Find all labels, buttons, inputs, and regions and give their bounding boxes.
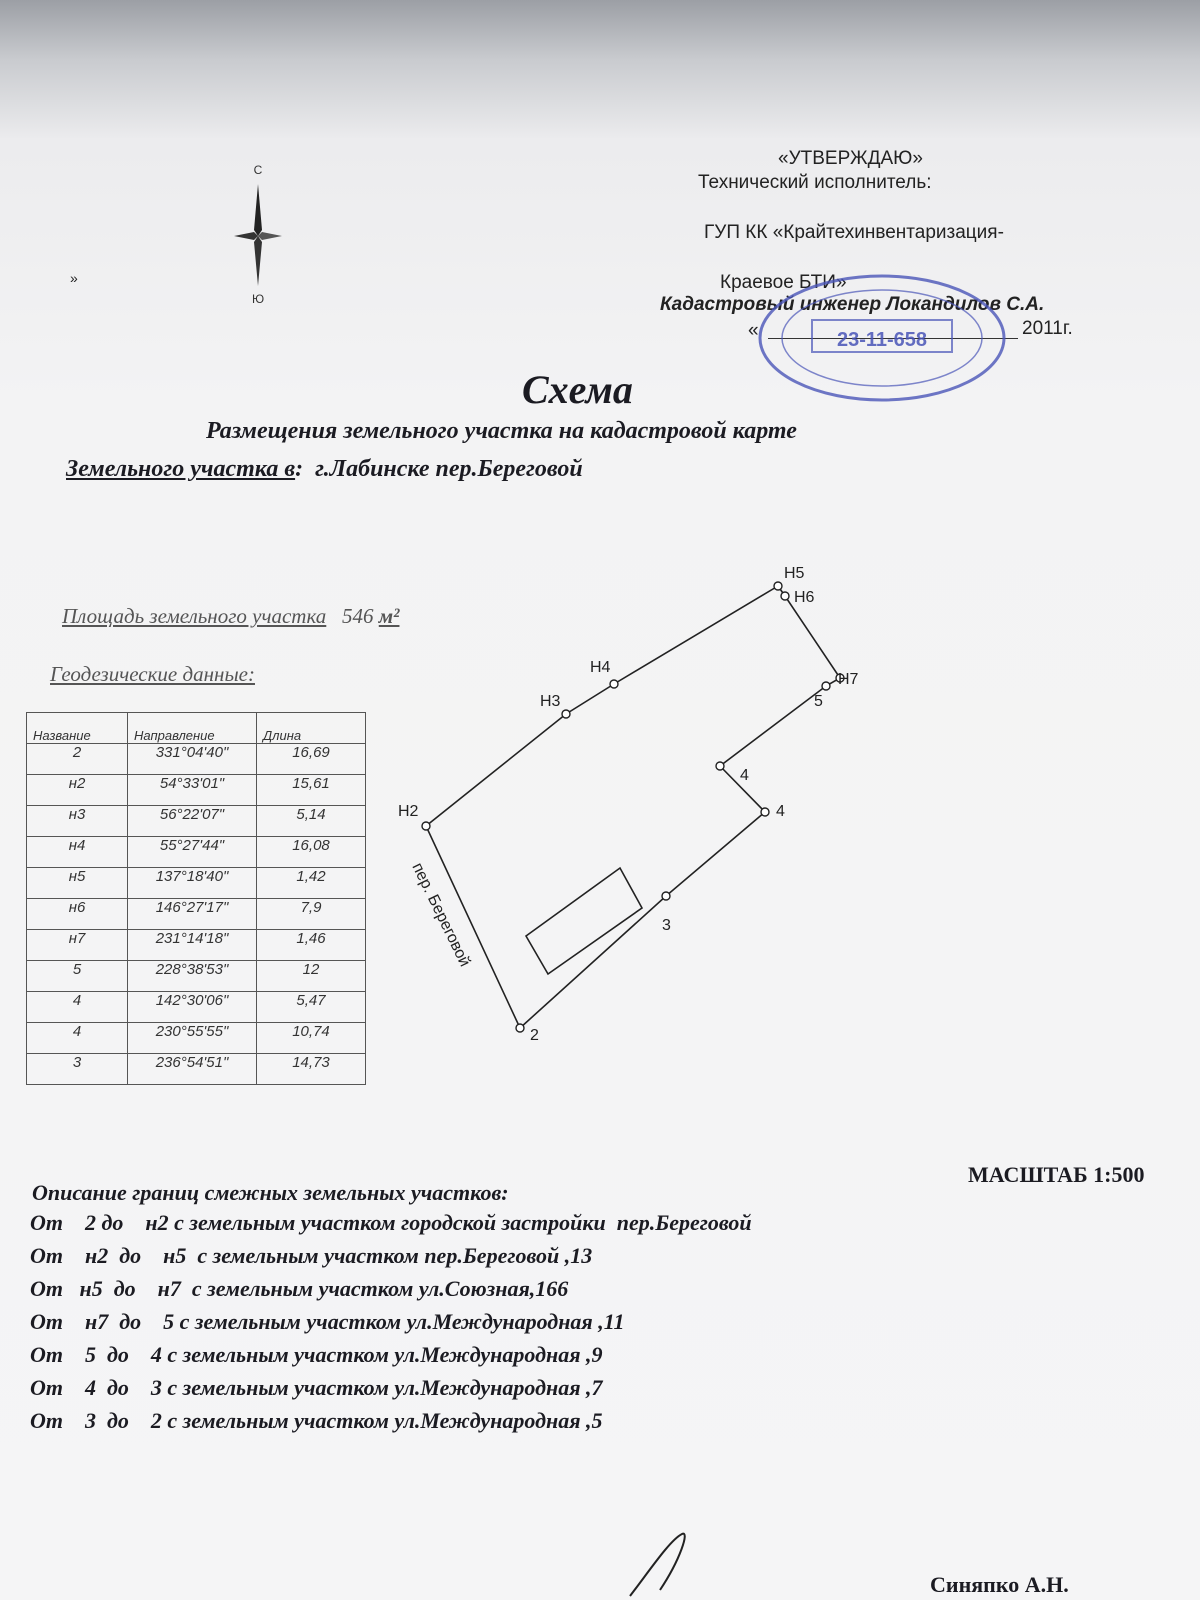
page-title: Схема: [522, 367, 633, 412]
left-quote: »: [70, 270, 78, 286]
geodata-row: [27, 775, 366, 806]
boundaries-list: [30, 1210, 752, 1441]
row-direction: 56°22'07": [128, 806, 257, 837]
geodata-row: [27, 930, 366, 961]
area-label: Площадь земельного участка: [62, 604, 327, 628]
row-name: 2: [27, 744, 128, 775]
plot-plan: [380, 560, 900, 1040]
boundary-line: От 3 до 2 с земельным участком ул.Международная ,5: [30, 1408, 603, 1433]
row-name: н7: [27, 930, 128, 961]
geodata-row: [27, 992, 366, 1023]
row-name: н2: [27, 775, 128, 806]
handwritten-signature: [620, 1530, 700, 1600]
row-length: 1,46: [257, 930, 366, 961]
row-direction: 236°54'51": [128, 1054, 257, 1085]
boundary-line: От н7 до 5 с земельным участком ул.Международная ,11: [30, 1309, 625, 1334]
approval-role: Технический исполнитель:: [698, 172, 932, 193]
approval-org-line1: ГУП КК «Крайтехинвентаризация-: [704, 222, 1004, 243]
row-length: 12: [257, 961, 366, 992]
row-name: 4: [27, 1023, 128, 1054]
boundary-line: От 4 до 3 с земельным участком ул.Международная ,7: [30, 1375, 603, 1400]
approval-engineer: Кадастровый инженер Локандилов С.А.: [660, 294, 1045, 315]
row-length: 5,47: [257, 992, 366, 1023]
geodata-row: [27, 899, 366, 930]
geodata-row: [27, 837, 366, 868]
point-h7: Н7: [838, 671, 859, 688]
signatory-name: Синяпко А.Н.: [930, 1572, 1069, 1597]
row-name: н3: [27, 806, 128, 837]
approval-year: 2011г.: [1022, 318, 1073, 339]
col-direction: Направление: [128, 713, 257, 744]
geodata-label: Геодезические данные:: [50, 662, 255, 686]
seal-stamp: [752, 268, 1012, 408]
geodata-table: [26, 712, 366, 1085]
row-length: 10,74: [257, 1023, 366, 1054]
approval-org-line2: Краевое БТИ»: [720, 272, 847, 293]
row-length: 14,73: [257, 1054, 366, 1085]
scale-label: МАСШТАБ 1:500: [968, 1162, 1145, 1187]
point-2: 2: [530, 1027, 539, 1040]
col-length: Длина: [257, 713, 366, 744]
row-name: н4: [27, 837, 128, 868]
row-length: 16,69: [257, 744, 366, 775]
point-4b: 4: [776, 803, 785, 820]
geodata-row: [27, 1023, 366, 1054]
row-direction: 231°14'18": [128, 930, 257, 961]
row-direction: 137°18'40": [128, 868, 257, 899]
compass-rose: [228, 160, 288, 310]
col-name: Название: [27, 713, 128, 744]
area-row: [62, 604, 415, 629]
row-length: 1,42: [257, 868, 366, 899]
point-3: 3: [662, 917, 671, 934]
row-length: 16,08: [257, 837, 366, 868]
point-5: 5: [814, 693, 823, 710]
compass-north: С: [253, 163, 263, 177]
seal-number: 23-11-658: [836, 329, 928, 351]
row-direction: 230°55'55": [128, 1023, 257, 1054]
boundary-line: От н2 до н5 с земельным участком пер.Береговой ,13: [30, 1243, 593, 1268]
row-direction: 146°27'17": [128, 899, 257, 930]
boundary-line: От н5 до н7 с земельным участком ул.Союзная,166: [30, 1276, 569, 1301]
area-value: 546: [342, 604, 374, 628]
approval-word: «УТВЕРЖДАЮ»: [778, 148, 923, 169]
street-label: пер. Береговой: [408, 860, 474, 970]
boundary-line: От 5 до 4 с земельным участком ул.Международная ,9: [30, 1342, 603, 1367]
row-direction: 55°27'44": [128, 837, 257, 868]
boundary-line: От 2 до н2 с земельным участком городской застройки пер.Береговой: [30, 1210, 752, 1235]
geodata-row: [27, 1054, 366, 1085]
row-name: 3: [27, 1054, 128, 1085]
row-length: 15,61: [257, 775, 366, 806]
row-name: 4: [27, 992, 128, 1023]
approval-date-open: «: [748, 320, 759, 341]
area-unit: м²: [378, 604, 400, 628]
point-h4: Н4: [590, 659, 611, 676]
row-name: н6: [27, 899, 128, 930]
row-length: 7,9: [257, 899, 366, 930]
location-value: г.Лабинске пер.Береговой: [315, 456, 583, 482]
row-direction: 54°33'01": [128, 775, 257, 806]
row-direction: 142°30'06": [128, 992, 257, 1023]
geodata-row: [27, 961, 366, 992]
compass-south: Ю: [251, 292, 265, 306]
geodata-header-row: [27, 713, 366, 744]
row-name: 5: [27, 961, 128, 992]
row-name: н5: [27, 868, 128, 899]
row-direction: 228°38'53": [128, 961, 257, 992]
point-4a: 4: [740, 767, 749, 784]
boundaries-title: Описание границ смежных земельных участков:: [32, 1180, 509, 1205]
location-row: Земельного участка в: г.Лабинске пер.Береговой: [66, 456, 583, 482]
page-subtitle: Размещения земельного участка на кадастровой карте: [206, 418, 797, 444]
geodata-row: [27, 868, 366, 899]
point-h2: Н2: [398, 803, 419, 820]
geodata-row: [27, 744, 366, 775]
point-h6: Н6: [794, 589, 815, 606]
row-direction: 331°04'40": [128, 744, 257, 775]
point-h5: Н5: [784, 565, 805, 582]
point-h3: Н3: [540, 693, 561, 710]
row-length: 5,14: [257, 806, 366, 837]
geodata-row: [27, 806, 366, 837]
location-label: Земельного участка в: [66, 456, 296, 482]
